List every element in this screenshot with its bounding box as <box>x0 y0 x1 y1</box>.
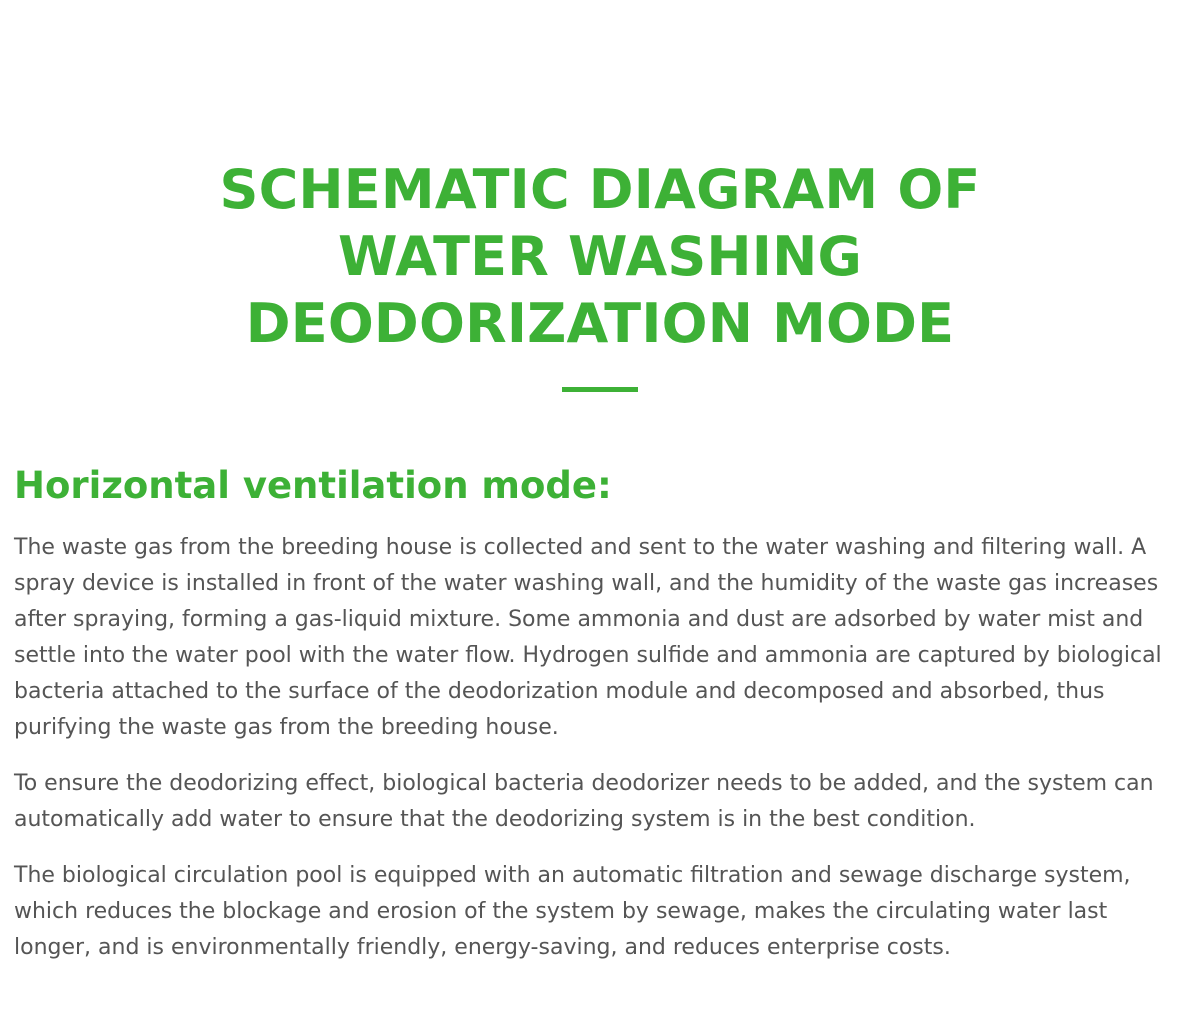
hero-section <box>0 156 1200 392</box>
paragraph-process: The waste gas from the breeding house is collected and sent to the water washing and filtering wall. A spray device is installed in front of the water washing wall, and the humidity of the waste gas increases after spraying, forming a gas-liquid mixture. Some ammonia and dust are adsorbed by water mist and settle into the water pool with the water flow. Hydrogen sulfide and ammonia are captured by biological bacteria attached to the surface of the deodorization module and decomposed and absorbed, thus purifying the waste gas from the breeding house. <box>14 535 1162 740</box>
section-heading: Horizontal ventilation mode: <box>14 464 612 507</box>
paragraph-circulation-pool: The biological circulation pool is equipped with an automatic filtration and sewage discharge system, which reduces the blockage and erosion of the system by sewage, makes the circulating water last longer, and is environmentally friendly, energy-saving, and reduces enterprise costs. <box>14 863 1131 960</box>
paragraph-deodorizer: To ensure the deodorizing effect, biological bacteria deodorizer needs to be added, and the system can automatically add water to ensure that the deodorizing system is in the best condition. <box>14 771 1154 832</box>
content-section <box>14 462 1186 966</box>
page-title: SCHEMATIC DIAGRAM OF WATER WASHING DEODORIZATION MODE <box>219 158 981 355</box>
title-divider <box>562 387 638 392</box>
